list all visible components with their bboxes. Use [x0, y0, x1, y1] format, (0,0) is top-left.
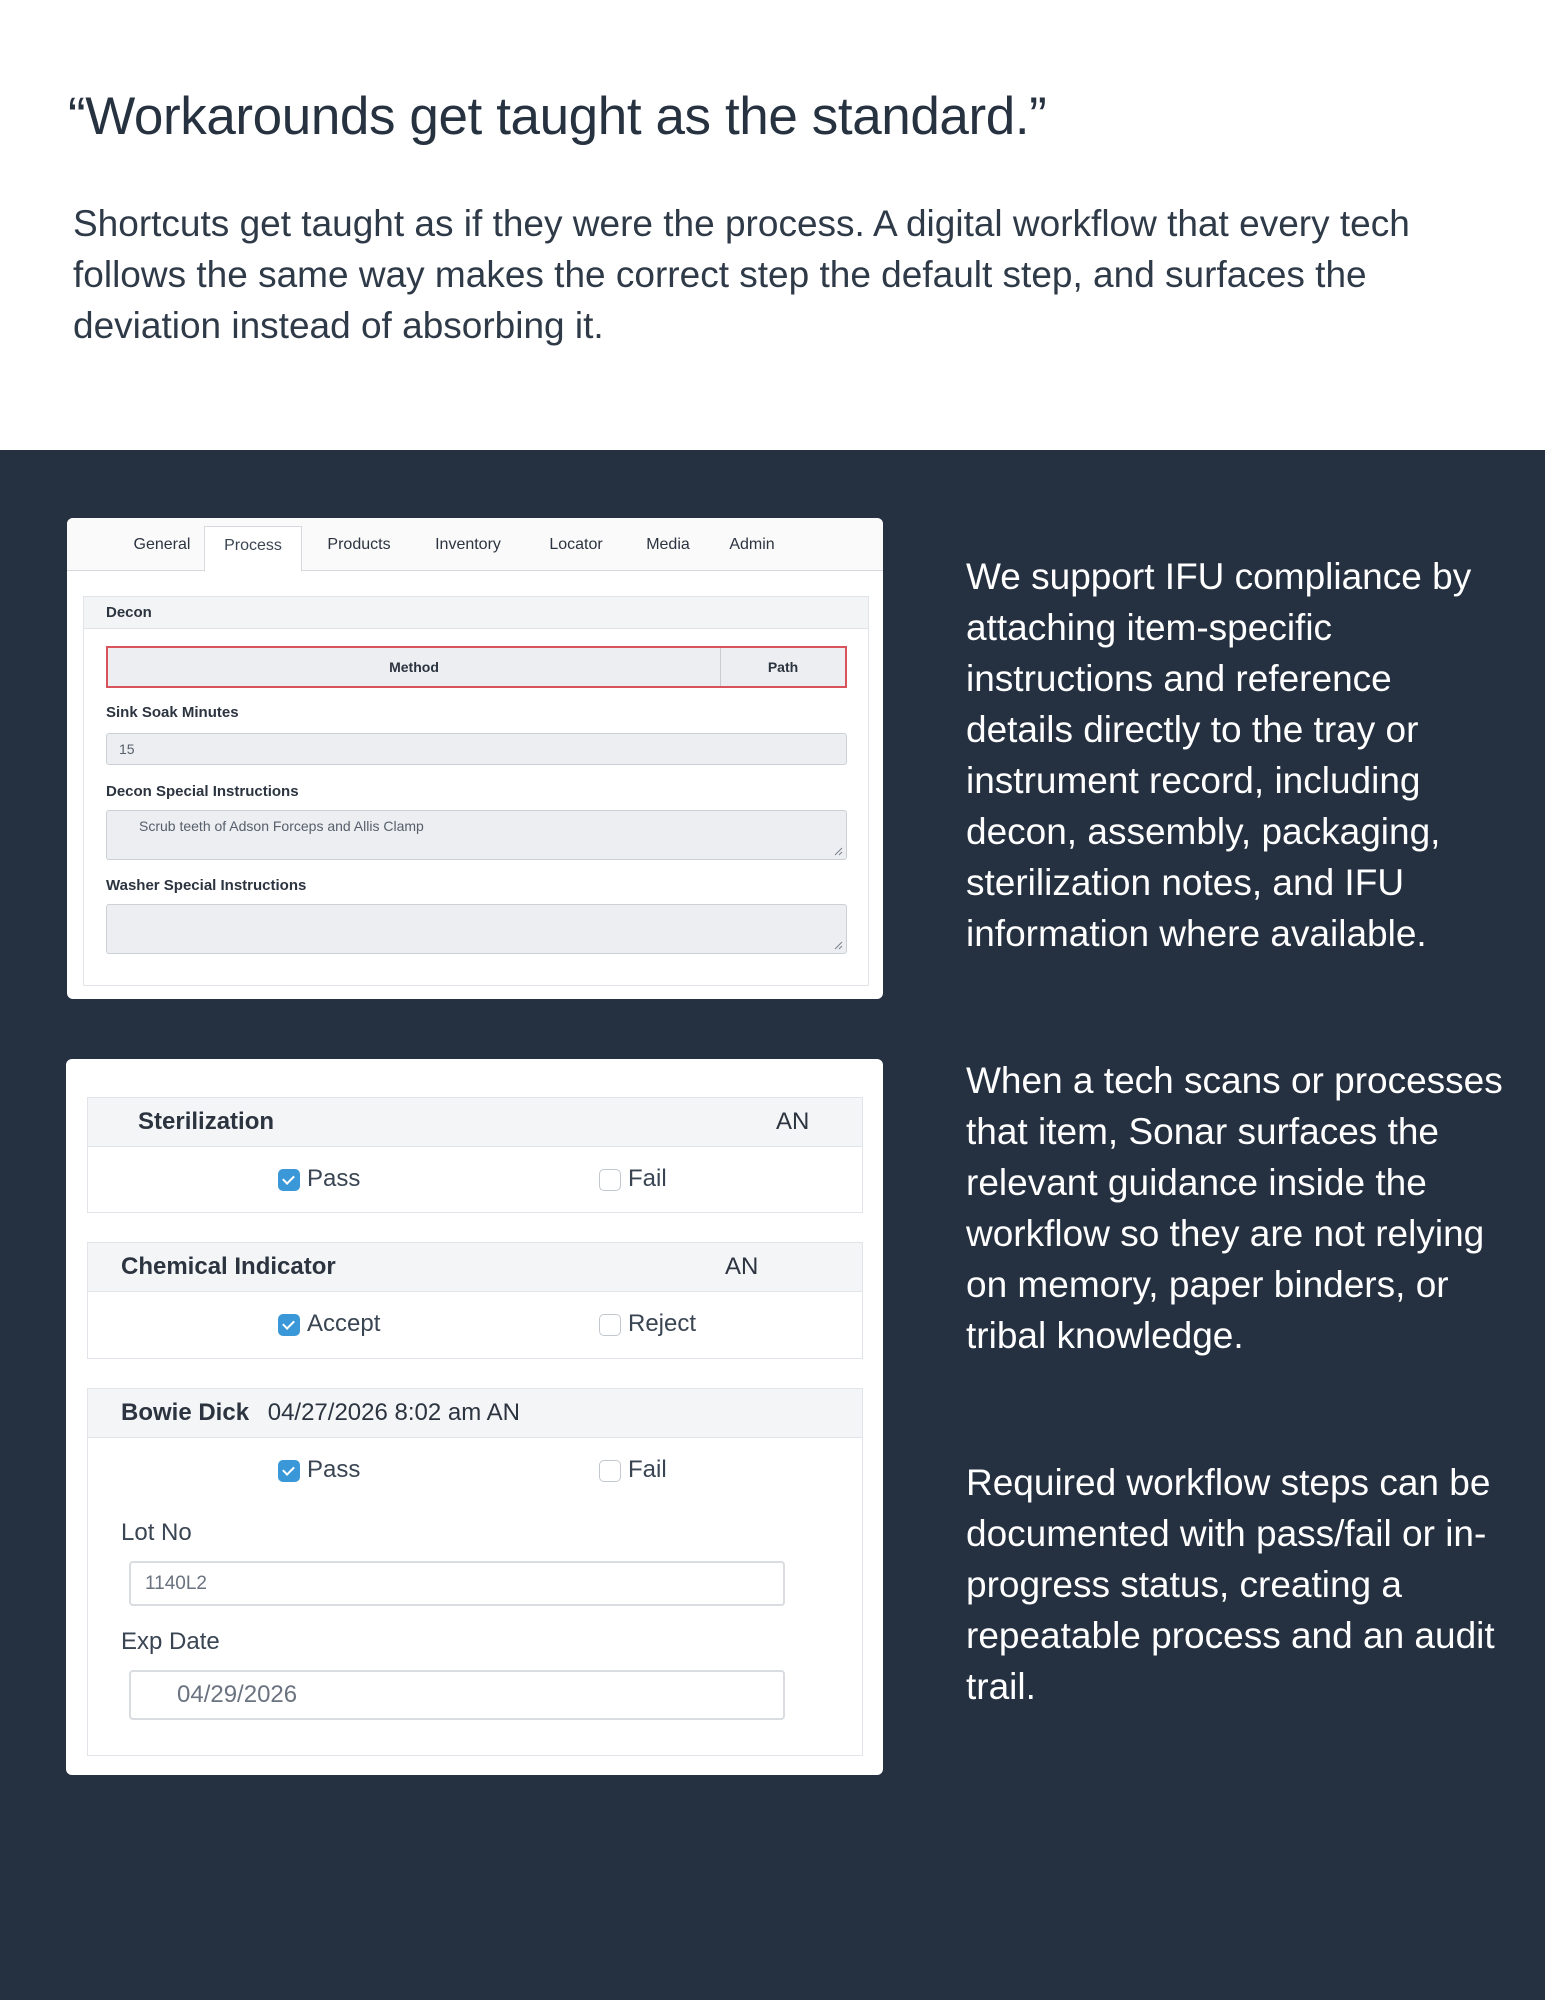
lot-no-label: Lot No	[121, 1519, 192, 1546]
tab-products[interactable]: Products	[327, 536, 391, 553]
chemical-indicator-header	[87, 1242, 863, 1292]
tab-locator[interactable]: Locator	[549, 536, 603, 553]
bowie-dick-title: Bowie Dick	[121, 1399, 250, 1426]
tab-general[interactable]: General	[133, 536, 191, 553]
path-column-header[interactable]: Path	[767, 659, 799, 675]
side-text-audit: Required workflow steps can be documented with pass/fail or in-progress status, creating a repeatable process and an audit trail.	[966, 1462, 1495, 1707]
decon-special-label: Decon Special Instructions	[106, 783, 299, 800]
chemical-indicator-options	[87, 1292, 863, 1359]
sterilization-initials: AN	[776, 1108, 810, 1135]
sterilization-title: Sterilization	[138, 1108, 275, 1135]
exp-date-input[interactable]: 04/29/2026	[129, 1670, 785, 1720]
tab-admin[interactable]: Admin	[729, 536, 775, 553]
resize-handle-icon[interactable]	[833, 940, 843, 950]
bowie-dick-body	[87, 1438, 863, 1756]
tab-media[interactable]: Media	[646, 536, 690, 553]
page-title: “Workarounds get taught as the standard.”	[68, 87, 1047, 146]
sterilization-checks-card	[66, 1059, 883, 1775]
tab-bar	[67, 518, 883, 571]
chemical-reject-checkbox[interactable]	[599, 1314, 621, 1336]
chemical-accept-label[interactable]: Accept	[307, 1310, 381, 1337]
method-path-table-header	[106, 646, 847, 688]
decon-special-textarea[interactable]	[106, 810, 847, 860]
sterilization-fail-checkbox[interactable]	[599, 1169, 621, 1191]
sterilization-pass-checkbox[interactable]	[278, 1169, 300, 1191]
bowie-fail-label[interactable]: Fail	[628, 1456, 667, 1483]
chemical-indicator-title: Chemical Indicator	[121, 1253, 336, 1280]
washer-special-textarea[interactable]	[106, 904, 847, 954]
sterilization-pass-label[interactable]: Pass	[307, 1165, 361, 1192]
bowie-pass-label[interactable]: Pass	[307, 1456, 361, 1483]
decon-panel	[83, 596, 869, 986]
bowie-dick-header	[87, 1388, 863, 1438]
intro-paragraph: Shortcuts get taught as if they were the process. A digital workflow that every tech follows the same way makes the correct step the default step, and surfaces the deviation instead of absorbing it.	[73, 203, 1410, 346]
sterilization-options	[87, 1147, 863, 1213]
process-settings-card	[67, 518, 883, 999]
exp-date-label: Exp Date	[121, 1628, 220, 1655]
side-text-guidance: When a tech scans or processes that item, Sonar surfaces the relevant guidance inside the workflow so they are not relying on memory, paper binders, or tribal knowledge.	[966, 1060, 1503, 1356]
washer-special-label: Washer Special Instructions	[106, 877, 307, 894]
bowie-fail-checkbox[interactable]	[599, 1460, 621, 1482]
sterilization-fail-label[interactable]: Fail	[628, 1165, 667, 1192]
chemical-accept-checkbox[interactable]	[278, 1314, 300, 1336]
sink-soak-label: Sink Soak Minutes	[106, 704, 239, 721]
bowie-dick-stamp: 04/27/2026 8:02 am AN	[267, 1399, 520, 1426]
tab-inventory[interactable]: Inventory	[435, 536, 501, 553]
decon-heading: Decon	[84, 597, 868, 629]
side-text-ifu: We support IFU compliance by attaching item-specific instructions and reference details directly to the tray or instrument record, including decon, assembly, packaging, sterilization notes, and IFU information where available.	[966, 556, 1472, 954]
lot-no-input[interactable]: 1140L2	[129, 1561, 785, 1606]
chemical-reject-label[interactable]: Reject	[628, 1310, 697, 1337]
decon-special-value: Scrub teeth of Adson Forceps and Allis Clamp	[139, 818, 424, 834]
chemical-indicator-initials: AN	[725, 1253, 759, 1280]
bowie-pass-checkbox[interactable]	[278, 1460, 300, 1482]
method-column-header[interactable]: Method	[389, 659, 439, 675]
sterilization-header	[87, 1097, 863, 1147]
header-section	[0, 0, 1545, 450]
resize-handle-icon[interactable]	[833, 846, 843, 856]
sink-soak-input[interactable]: 15	[106, 733, 847, 765]
tab-process[interactable]: Process	[204, 526, 302, 572]
